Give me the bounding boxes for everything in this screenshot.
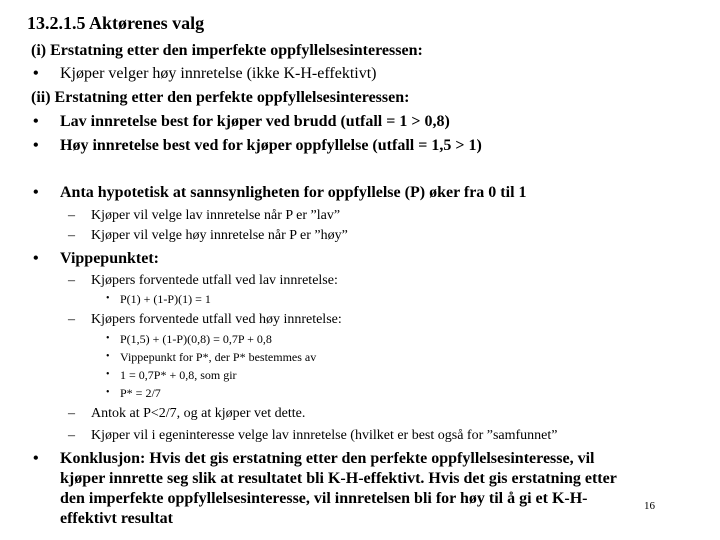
bullet-marker: • xyxy=(33,184,39,201)
dash-marker: – xyxy=(68,273,75,288)
dash-marker: – xyxy=(68,228,75,243)
page-number: 16 xyxy=(644,500,655,512)
bullet-text: Høy innretelse best ved for kjøper oppfyllelse (utfall = 1,5 > 1) xyxy=(60,137,482,154)
sub-sub-item: Vippepunkt for P*, der P* bestemmes av xyxy=(120,350,317,364)
conclusion-line: effektivt resultat xyxy=(60,510,173,527)
dot-marker: • xyxy=(106,351,110,362)
sub-item: Kjøpers forventede utfall ved lav innretelse: xyxy=(91,273,338,288)
dot-marker: • xyxy=(106,387,110,398)
sub-sub-item: P(1,5) + (1-P)(0,8) = 0,7P + 0,8 xyxy=(120,332,272,346)
dash-marker: – xyxy=(68,208,75,223)
bullet-marker: • xyxy=(33,65,39,82)
dot-marker: • xyxy=(106,333,110,344)
page-title: 13.2.1.5 Aktørenes valg xyxy=(27,13,205,33)
dash-marker: – xyxy=(68,406,75,421)
sub-item: Kjøpers forventede utfall ved høy innretelse: xyxy=(91,312,342,327)
conclusion-line: den imperfekte oppfyllelsesinteresse, vil innretelsen bli for høy til å gi et K-H- xyxy=(60,490,588,507)
conclusion-line: Konklusjon: Hvis det gis erstatning etter den perfekte oppfyllelsesinteresse, vil xyxy=(60,450,595,467)
dot-marker: • xyxy=(106,369,110,380)
dot-marker: • xyxy=(106,293,110,304)
sub-item: Kjøper vil velge lav innretelse når P er ”lav” xyxy=(91,208,341,223)
bullet-marker: • xyxy=(33,450,39,467)
sub-sub-item: P(1) + (1-P)(1) = 1 xyxy=(120,292,211,306)
bullet-marker: • xyxy=(33,250,39,267)
bullet-text: Vippepunktet: xyxy=(60,250,159,267)
sub-item: Kjøper vil i egeninteresse velge lav innretelse (hvilket er best også for ”samfunnet” xyxy=(91,428,558,443)
sub-item: Antok at P<2/7, og at kjøper vet dette. xyxy=(91,406,306,421)
bullet-text: Lav innretelse best for kjøper ved brudd (utfall = 1 > 0,8) xyxy=(60,113,450,130)
conclusion-line: kjøper innrette seg slik at resultatet bli K-H-effektivt. Hvis det gis erstatning etter xyxy=(60,470,617,487)
bullet-text: Anta hypotetisk at sannsynligheten for oppfyllelse (P) øker fra 0 til 1 xyxy=(60,184,527,201)
dash-marker: – xyxy=(68,428,75,443)
sub-sub-item: P* = 2/7 xyxy=(120,386,161,400)
sub-sub-item: 1 = 0,7P* + 0,8, som gir xyxy=(120,368,237,382)
heading-ii: (ii) Erstatning etter den perfekte oppfyllelsesinteressen: xyxy=(31,89,410,106)
sub-item: Kjøper vil velge høy innretelse når P er ”høy” xyxy=(91,228,348,243)
bullet-marker: • xyxy=(33,113,39,130)
dash-marker: – xyxy=(68,312,75,327)
heading-i: (i) Erstatning etter den imperfekte oppfyllelsesinteressen: xyxy=(31,42,423,59)
bullet-marker: • xyxy=(33,137,39,154)
bullet-text: Kjøper velger høy innretelse (ikke K-H-effektivt) xyxy=(60,65,377,82)
